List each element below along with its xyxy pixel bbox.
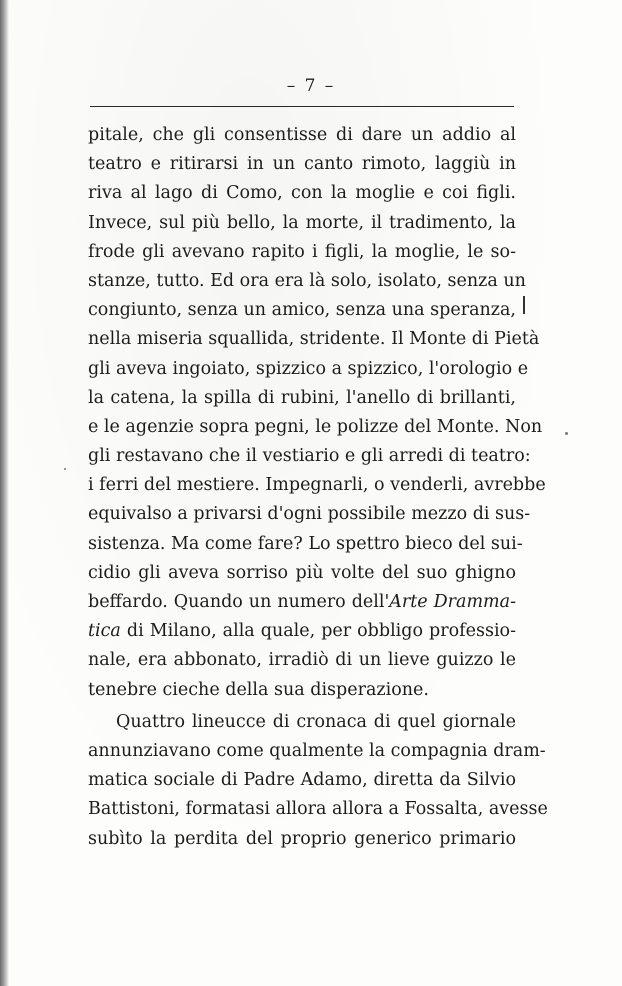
text-fragment: di Milano, alla quale, per obbligo professio- <box>120 621 516 642</box>
text-line: i ferri del mestiere. Impegnarli, o venderli, avrebbe <box>88 475 546 496</box>
text-line: congiunto, senza un amico, senza una speranza, <box>88 300 516 321</box>
paragraph-start-line: Quattro lineucce di cronaca di quel giornale <box>116 711 516 732</box>
text-line <box>88 588 516 617</box>
text-line: frode gli avevano rapito i figli, la moglie, le so- <box>88 241 516 262</box>
text-line: la catena, la spilla di rubini, l'anello di brillanti, <box>88 387 516 408</box>
body-text <box>88 121 548 854</box>
text-line: matica sociale di Padre Adamo, diretta da Silvio <box>88 770 516 791</box>
text-line: e le agenzie sopra pegni, le polizze del Monte. Non <box>88 416 543 437</box>
text-line: nella miseria squallida, stridente. Il Monte di Pietà <box>88 329 540 350</box>
text-line: subìto la perdita del proprio generico primario <box>88 828 516 849</box>
text-line: pitale, che gli consentisse di dare un addio al <box>88 125 516 145</box>
text-line: riva al lago di Como, con la moglie e coi figli. <box>88 183 516 204</box>
text-line: nale, era abbonato, irradiò di un lieve guizzo le <box>88 650 516 671</box>
header-rule <box>90 106 514 107</box>
text-line: gli aveva ingoiato, spizzico a spizzico, l'orologio e <box>88 358 529 379</box>
margin-bracket-mark <box>523 296 525 314</box>
text-line: annunziavano come qualmente la compagnia dram- <box>88 740 546 761</box>
text-line: gli restavano che il vestiario e gli arredi di teatro: <box>88 446 531 467</box>
paper-speck <box>565 432 568 435</box>
paragraph-end-line: tenebre cieche della sua disperazione. <box>88 679 429 700</box>
text-fragment: beffardo. Quando un numero dell' <box>88 592 390 612</box>
text-line: teatro e ritirarsi in un canto rimoto, laggiù in <box>88 154 516 175</box>
page-binding-edge <box>0 0 9 986</box>
text-line: equivalso a privarsi d'ogni possibile mezzo di sus- <box>88 504 531 525</box>
paper-speck <box>64 468 66 470</box>
text-line: stanze, tutto. Ed ora era là solo, isolato, senza un <box>88 270 526 291</box>
text-line: Invece, sul più bello, la morte, il tradimento, la <box>88 212 516 233</box>
page-number: – 7 – <box>286 76 336 96</box>
text-line: Battistoni, formatasi allora allora a Fossalta, avesse <box>88 799 548 820</box>
journal-title-italic: Arte Dramma- <box>389 592 517 612</box>
text-line: sistenza. Ma come fare? Lo spettro bieco del sui- <box>88 533 523 554</box>
journal-title-italic: tica <box>88 621 121 642</box>
text-line <box>88 617 516 646</box>
text-line: cidio gli aveva sorriso più volte del suo ghigno <box>88 562 516 583</box>
